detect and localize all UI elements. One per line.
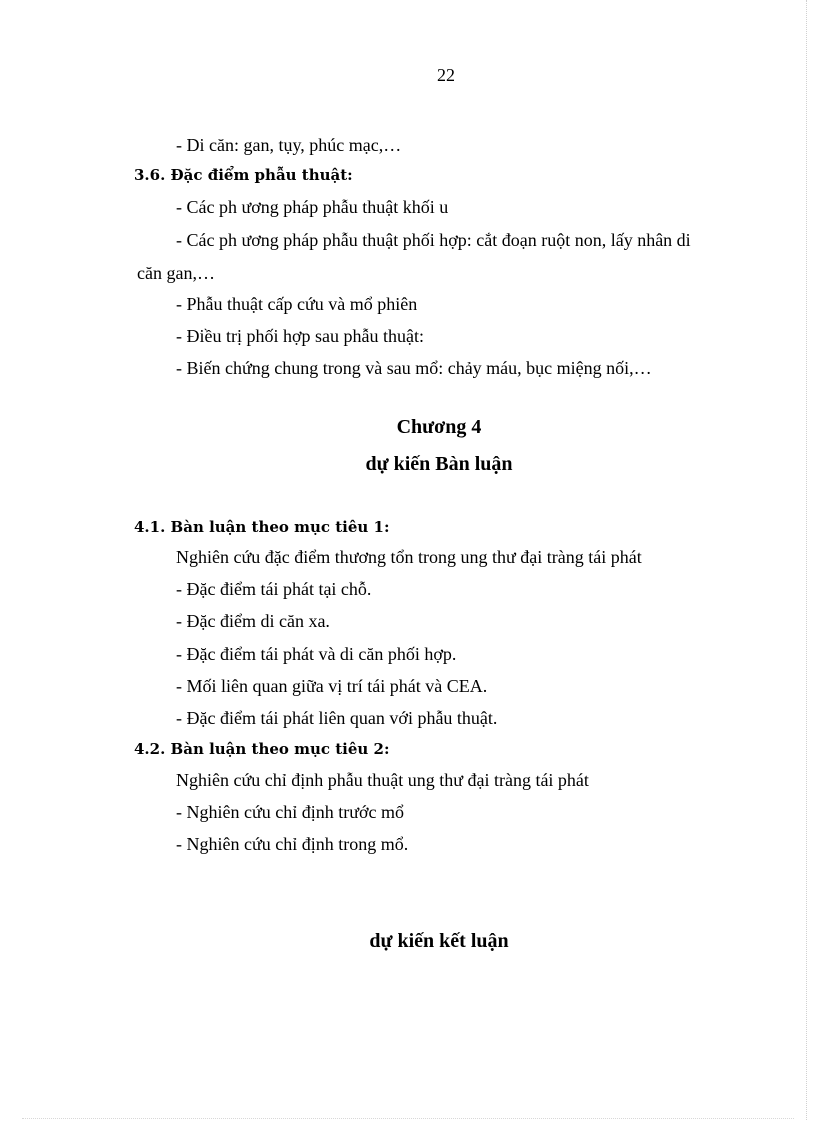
section-heading-4-2: 4.2. Bàn luận theo mục tiêu 2: [134,740,390,758]
list-item: - Các ph ương pháp phẫu thuật phối hợp: cắt đoạn ruột non, lấy nhân di [176,230,691,250]
list-item: - Biến chứng chung trong và sau mổ: chảy máu, bục miệng nối,… [176,358,652,378]
list-item: - Đặc điểm di căn xa. [176,611,330,631]
chapter-label: Chương 4 [396,416,482,438]
list-item: - Mối liên quan giữa vị trí tái phát và CEA. [176,676,488,696]
conclusion-title: dự kiến kết luận [369,930,509,952]
list-item: - Đặc điểm tái phát tại chỗ. [176,579,372,599]
list-item: - Điều trị phối hợp sau phẫu thuật: [176,326,424,346]
page-number: 22 [437,65,455,85]
section-lead: Nghiên cứu đặc điểm thương tổn trong ung thư đại tràng tái phát [176,547,642,567]
list-item: - Đặc điểm tái phát liên quan với phẫu thuật. [176,708,498,728]
list-item: - Nghiên cứu chỉ định trước mổ [176,802,404,822]
list-item: - Phẫu thuật cấp cứu và mổ phiên [176,294,418,314]
page-edge-divider [806,0,807,1120]
list-item: - Nghiên cứu chỉ định trong mổ. [176,834,409,854]
section-lead: Nghiên cứu chỉ định phẫu thuật ung thư đại tràng tái phát [176,770,589,790]
section-heading-4-1: 4.1. Bàn luận theo mục tiêu 1: [134,518,390,536]
page-bottom-divider [22,1118,794,1119]
list-item: - Các ph ương pháp phẫu thuật khối u [176,197,449,217]
section-heading-3-6: 3.6. Đặc điểm phẫu thuật: [134,166,353,184]
metastasis-line: - Di căn: gan, tụy, phúc mạc,… [176,135,402,155]
list-item-continuation: căn gan,… [137,263,215,283]
chapter-title: dự kiến Bàn luận [365,453,513,475]
list-item: - Đặc điểm tái phát và di căn phối hợp. [176,644,457,664]
